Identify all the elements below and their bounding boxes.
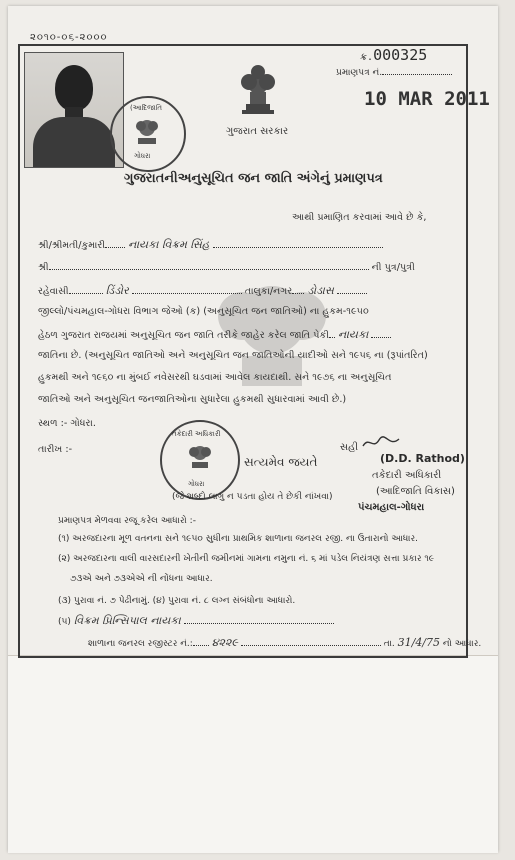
seal-text: ગોધરા	[134, 152, 151, 160]
seal-text: ગોધરા	[188, 480, 205, 488]
certificate-title: ગુજરાતનીઅનુસૂચિત જન જાતિ અંગેનું પ્રમાણપત્ર	[124, 171, 383, 186]
body-line-5: હેઠળ ગુજરાત રાજયમાં અનુસૂચિત જન જાતિ તરીકે જાહેર કરેલ જાતિ પેકી નાયકા	[38, 328, 391, 342]
name-value: નાયકા વિક્રમ સિંહ	[128, 238, 210, 251]
government-name: ગુજરાત સરકાર	[226, 126, 289, 137]
motto: સત્યમેવ જયતે	[244, 455, 318, 469]
paper-fold-area	[8, 655, 498, 853]
signatory-name: (D.D. Rathod)	[380, 452, 465, 465]
residence-value: ડિંડોર	[105, 284, 129, 297]
caste-value: નાયકા	[338, 328, 369, 341]
intro-text: આથી પ્રમાણિત કરવામાં આવે છે કે,	[292, 212, 427, 223]
seal-text: (આદિજાતિ	[130, 104, 163, 112]
register-date-value: 31/4/75	[397, 636, 441, 649]
taluka-value: ડોડાસ	[307, 284, 334, 297]
body-line-4: જીલ્લો/પંચમહાલ-ગોધરા વિભાગ જેઓ (ક) (અનુસૂચિત જન જાતિઓ) ના હુકમ-૧૯૫૦	[38, 306, 369, 317]
stamp-date: 10 MAR 2011	[364, 88, 490, 110]
place-label: સ્થળ :- ગોધરા.	[38, 418, 96, 429]
serial-label: પ્રમાણપત્ર નં.	[336, 68, 452, 78]
signature-scribble-icon	[361, 436, 401, 450]
serial-number: ક્ર.000325	[360, 46, 428, 64]
register-row: શાળાના જનરલ રજીસ્ટર નં.: ૪૨૨૯ તા. 31/4/75 નો આધાર.	[88, 636, 482, 649]
national-emblem-icon	[238, 60, 278, 122]
date-label: તારીખ :-	[38, 444, 73, 455]
emblem-icon	[186, 442, 214, 474]
signatory-department: (આદિજાતિ વિકાસ)	[376, 486, 455, 497]
register-value: ૪૨૨૯	[211, 636, 238, 649]
signatory-office: પંચમહાલ-ગોધરા	[358, 502, 425, 513]
name-row: શ્રી/શ્રીમતી/કુમારી નાયકા વિક્રમ સિંહ	[38, 238, 383, 252]
body-line-8: જાતિઓ અને અનુસૂચિત જનજાતિઓના સુધારેલા હુકમથી સુધારવામાં આવી છે.)	[38, 394, 347, 405]
basis-item-2: (૨) અરજદારના વાલી વારસદારની ખેતીની જમીનમાં ગામના નમુના નં. ૬ માં પડેલ નિયંત્રણ સત્તા પ્રકાર ૧૯	[58, 554, 435, 564]
office-seal-left	[110, 96, 186, 172]
item-5-value: વિક્રમ પ્રિન્સિપાલ નાયકા	[73, 614, 181, 627]
residence-row: રહેવાસી ડિંડોર તાલુકા/નગર ડોડાસ	[38, 284, 367, 298]
body-line-6: જાતિના છે. (અનુસૂચિત જાતિઓ અને અનુસૂચિત જન જાતિઓની યાદીઓ સને ૧૯૫૬ ના (રૂપાંતરિત)	[38, 350, 428, 361]
basis-item-5: (૫) વિક્રમ પ્રિન્સિપાલ નાયકા	[58, 614, 334, 628]
applicant-photo	[24, 52, 124, 168]
basis-heading: પ્રમાણપત્ર મેળવવા રજૂ કરેલ આધારો :-	[58, 516, 196, 526]
seal-text: તકેદારી અધિકારી	[172, 430, 221, 438]
basis-item-1: (૧) અરજદારના મૂળ વતનના સને ૧૯૫૦ સુધીના પ્રાથમિક શાળાના જનરલ રજી. ના ઉતારાનો આધાર.	[58, 534, 418, 544]
signatory-designation: તકેદારી અધિકારી	[372, 470, 442, 481]
emblem-icon	[132, 116, 162, 150]
body-line-7: હુકમથી અને ૧૯૬૦ ના મુંબઈ નવેસરથી ઘડવામાં આવેલ કાયદાથી. સને ૧૯૭૬ ના અનુસૂચિત	[38, 372, 392, 383]
basis-item-2-cont: ૭૩એ અને ૭૩એએ ની નોંધના આધાર.	[70, 574, 213, 584]
signature-prefix: સહી	[340, 436, 401, 453]
office-seal-center	[160, 420, 240, 500]
top-date: ૨૦૧૦-૦૬-૨૦૦૦	[30, 32, 108, 43]
parent-row: શ્રી ની પુત્ર/પુત્રી	[38, 262, 415, 273]
strike-note: (જે શબ્દો લાગુ ન પડતા હોય તે છેકી નાંખવા)	[172, 492, 333, 502]
basis-item-3-4: (૩) પુરાવા નં. ૭ પેઢીનામું. (૪) પુરાવા નં. ૮ લગ્ન સંબંધોના આધારો.	[58, 596, 296, 606]
